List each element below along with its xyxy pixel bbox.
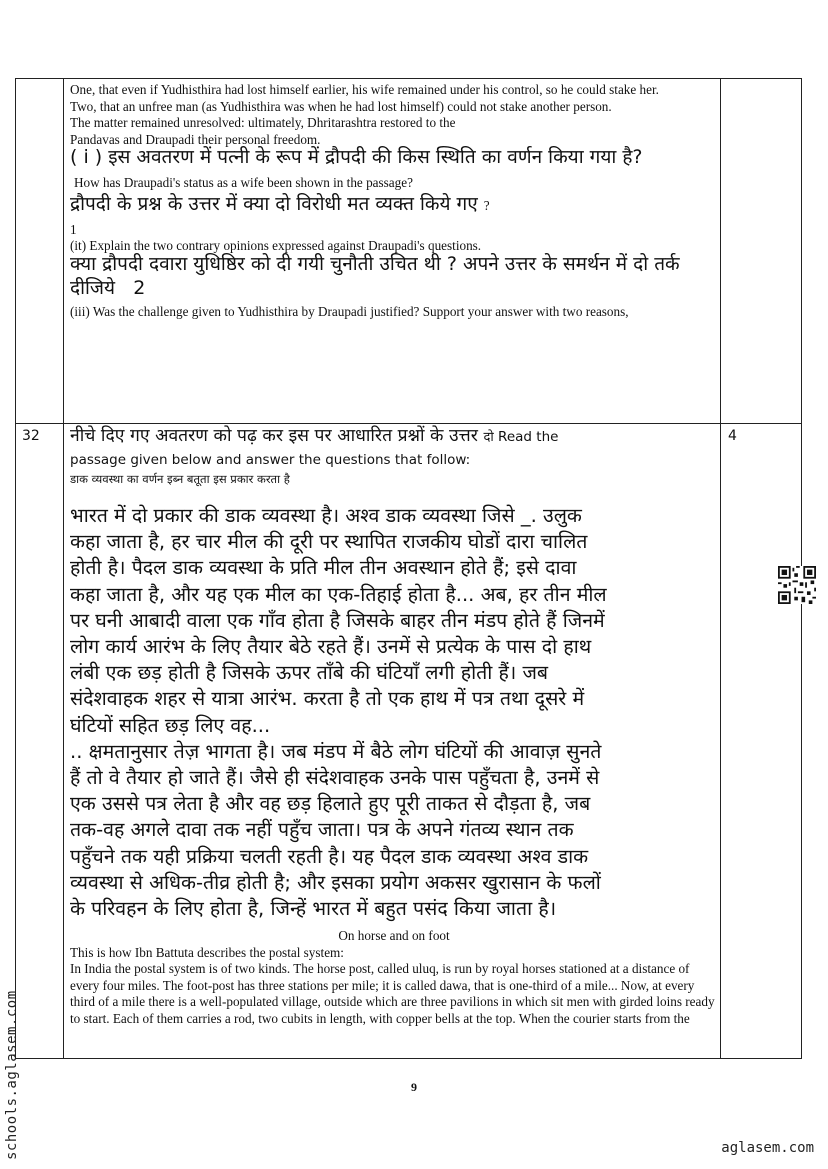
- column-divider-marks: [720, 79, 721, 1058]
- column-divider-number: [63, 79, 64, 1058]
- q32-marks-cell: [728, 427, 794, 449]
- q32-intro-english: This is how Ibn Battuta describes the postal system:: [70, 944, 344, 960]
- q32-passage-hindi-line: के परिवहन के लिए होता है, जिन्हें भारत में बहुत पसंद किया जाता है।: [70, 897, 557, 921]
- q32-passage-hindi-line: कहा जाता है, हर चार मील की दूरी पर स्थापित राजकीय घोडों दारा चालित: [70, 530, 588, 554]
- q32-subtitle: On horse and on foot: [338, 928, 450, 944]
- q32-intro-hindi: डाक व्यवस्था का वर्णन इब्न बतूता इस प्रकार करता है: [70, 472, 290, 486]
- q31-passage-line-4: Pandavas and Draupadi their personal freedom.: [70, 131, 321, 147]
- q31-question-2-english: (it) Explain the two contrary opinions expressed against Draupadi's questions.: [70, 238, 482, 253]
- q32-content-cell: [70, 425, 718, 1058]
- q31-passage-line-2: Two, that an unfree man (as Yudhisthira was when he had lost himself) could not stake another person.: [70, 98, 612, 114]
- q32-passage-hindi-line: भारत में दो प्रकार की डाक व्यवस्था है। अश्व डाक व्यवस्था जिसे _. उलुक: [70, 504, 582, 527]
- q32-number: 32: [22, 428, 40, 444]
- q32-passage-hindi-line: पर घनी आबादी वाला एक गाँव होता है जिसके बाहर तीन मंडप होते हैं जिनमें: [70, 608, 605, 632]
- q32-passage-hindi-line: होती है। पैदल डाक व्यवस्था के प्रति मील तीन अवस्थान होते हैं; इसे दावा: [70, 556, 577, 580]
- q32-passage-hindi-line: लोग कार्य आरंभ के लिए तैयार बेठे रहते हैं। उनमें से प्रत्येक के पास दो हाथ: [70, 635, 592, 659]
- q32-passage-hindi-line: हैं तो वे तैयार हो जाते हैं। जैसे ही संदेशवाहक उनके पास पहुँचता है, उनमें से: [70, 766, 600, 790]
- q31-question-3-hindi: क्या द्रौपदी दवारा युधिष्ठिर को दी गयी चुनौती उचित थी ? अपने उत्तर के समर्थन में दो तर्क दीजिये: [70, 252, 680, 299]
- q32-passage-hindi-line: एक उससे पत्र लेता है और वह छड़ हिलाते हुए पूरी ताकत से दौड़ता है, जब: [70, 792, 591, 816]
- q32-instruction-english-inline: Read the: [493, 429, 559, 445]
- q32-marks: 4: [728, 428, 737, 444]
- qr-code-icon: [778, 566, 816, 604]
- q32-passage-hindi-line: लंबी एक छड़ होती है जिसके ऊपर ताँबे की घंटियाँ लगी होती हैं। जब: [70, 661, 549, 685]
- q32-passage-hindi-line: .. क्षमतानुसार तेज़ भागता है। जब मंडप में बैठे लोग घंटियों की आवाज़ सुनते: [70, 739, 602, 763]
- page-number: 9: [411, 1080, 417, 1094]
- q31-content-cell: [70, 82, 716, 422]
- q32-passage-hindi-line: घंटियों सहित छड़ लिए वह...: [70, 713, 271, 737]
- q32-instruction-line: [70, 425, 718, 449]
- question-table: [15, 78, 802, 1059]
- side-watermark: schools.aglasem.com: [4, 990, 20, 1160]
- q31-passage-line-3: The matter remained unresolved: ultimately, Dhritarashtra restored to the: [70, 115, 456, 130]
- q31-question-2-marks: 1: [70, 221, 77, 237]
- q31-question-3-english: (iii) Was the challenge given to Yudhisthira by Draupadi justified? Support your answer with two reasons,: [70, 303, 629, 319]
- q31-question-3-marks: 2: [133, 276, 146, 299]
- q31-question-2-hindi: द्रौपदी के प्रश्न के उत्तर में क्या दो विरोधी मत व्यक्त किये गए: [70, 192, 478, 215]
- q31-passage-line-1: One, that even if Yudhisthira had lost himself earlier, his wife remained under his control, so he could stake her.: [70, 82, 659, 97]
- q31-question-2-mark: ?: [483, 197, 490, 213]
- q31-question-1-hindi: ( i ) इस अवतरण में पत्नी के रूप में द्रौपदी की किस स्थिति का वर्णन किया गया है?: [70, 146, 643, 168]
- q32-passage-hindi-line: संदेशवाहक शहर से यात्रा आरंभ. करता है तो एक हाथ में पत्र तथा दूसरे में: [70, 687, 585, 711]
- row-divider: [16, 423, 801, 424]
- q32-instruction-english: passage given below and answer the questions that follow:: [70, 452, 471, 468]
- q32-instruction-hindi: नीचे दिए गए अवतरण को पढ़ कर इस पर आधारित प्रश्नों के उत्तर: [70, 426, 478, 446]
- q32-instruction-hindi-tail: दो: [483, 430, 494, 445]
- footer-brand: aglasem.com: [721, 1140, 814, 1156]
- q32-passage-hindi-line: पहुँचने तक यही प्रक्रिया चलती रहती है। यह पैदल डाक व्यवस्था अश्व डाक: [70, 844, 589, 868]
- q32-passage-hindi-line: व्यवस्था से अधिक-तीव्र होती है; और इसका प्रयोग अकसर खुरासान के फलों: [70, 870, 601, 894]
- q32-passage-english: In India the postal system is of two kinds. The horse post, called uluq, is run by royal horses stationed at a distance of every four miles. The foot-post has three stations per mile; it is called dawa, that is one-third of a mile... Now, at every third of a mile there is a well-populated village, outside which are three pavilions in which sit men with girded loins ready to start. Each of them carries a rod, two cubits in length, with copper bells at the top. When the courier starts from the: [70, 961, 715, 1026]
- q32-passage-hindi: [70, 503, 718, 922]
- q31-question-1-english: How has Draupadi's status as a wife been shown in the passage?: [74, 175, 413, 190]
- q32-number-cell: [22, 427, 58, 449]
- q31-question-3-hindi-line: [70, 252, 716, 300]
- q32-passage-hindi-line: तक-वह अगले दावा तक नहीं पहुँच जाता। पत्र के अपने गंतव्य स्थान तक: [70, 818, 574, 842]
- q31-question-2-hindi-line: [70, 192, 716, 216]
- q32-passage-hindi-line: कहा जाता है, और यह एक मील का एक-तिहाई होता है... अब, हर तीन मील: [70, 582, 607, 606]
